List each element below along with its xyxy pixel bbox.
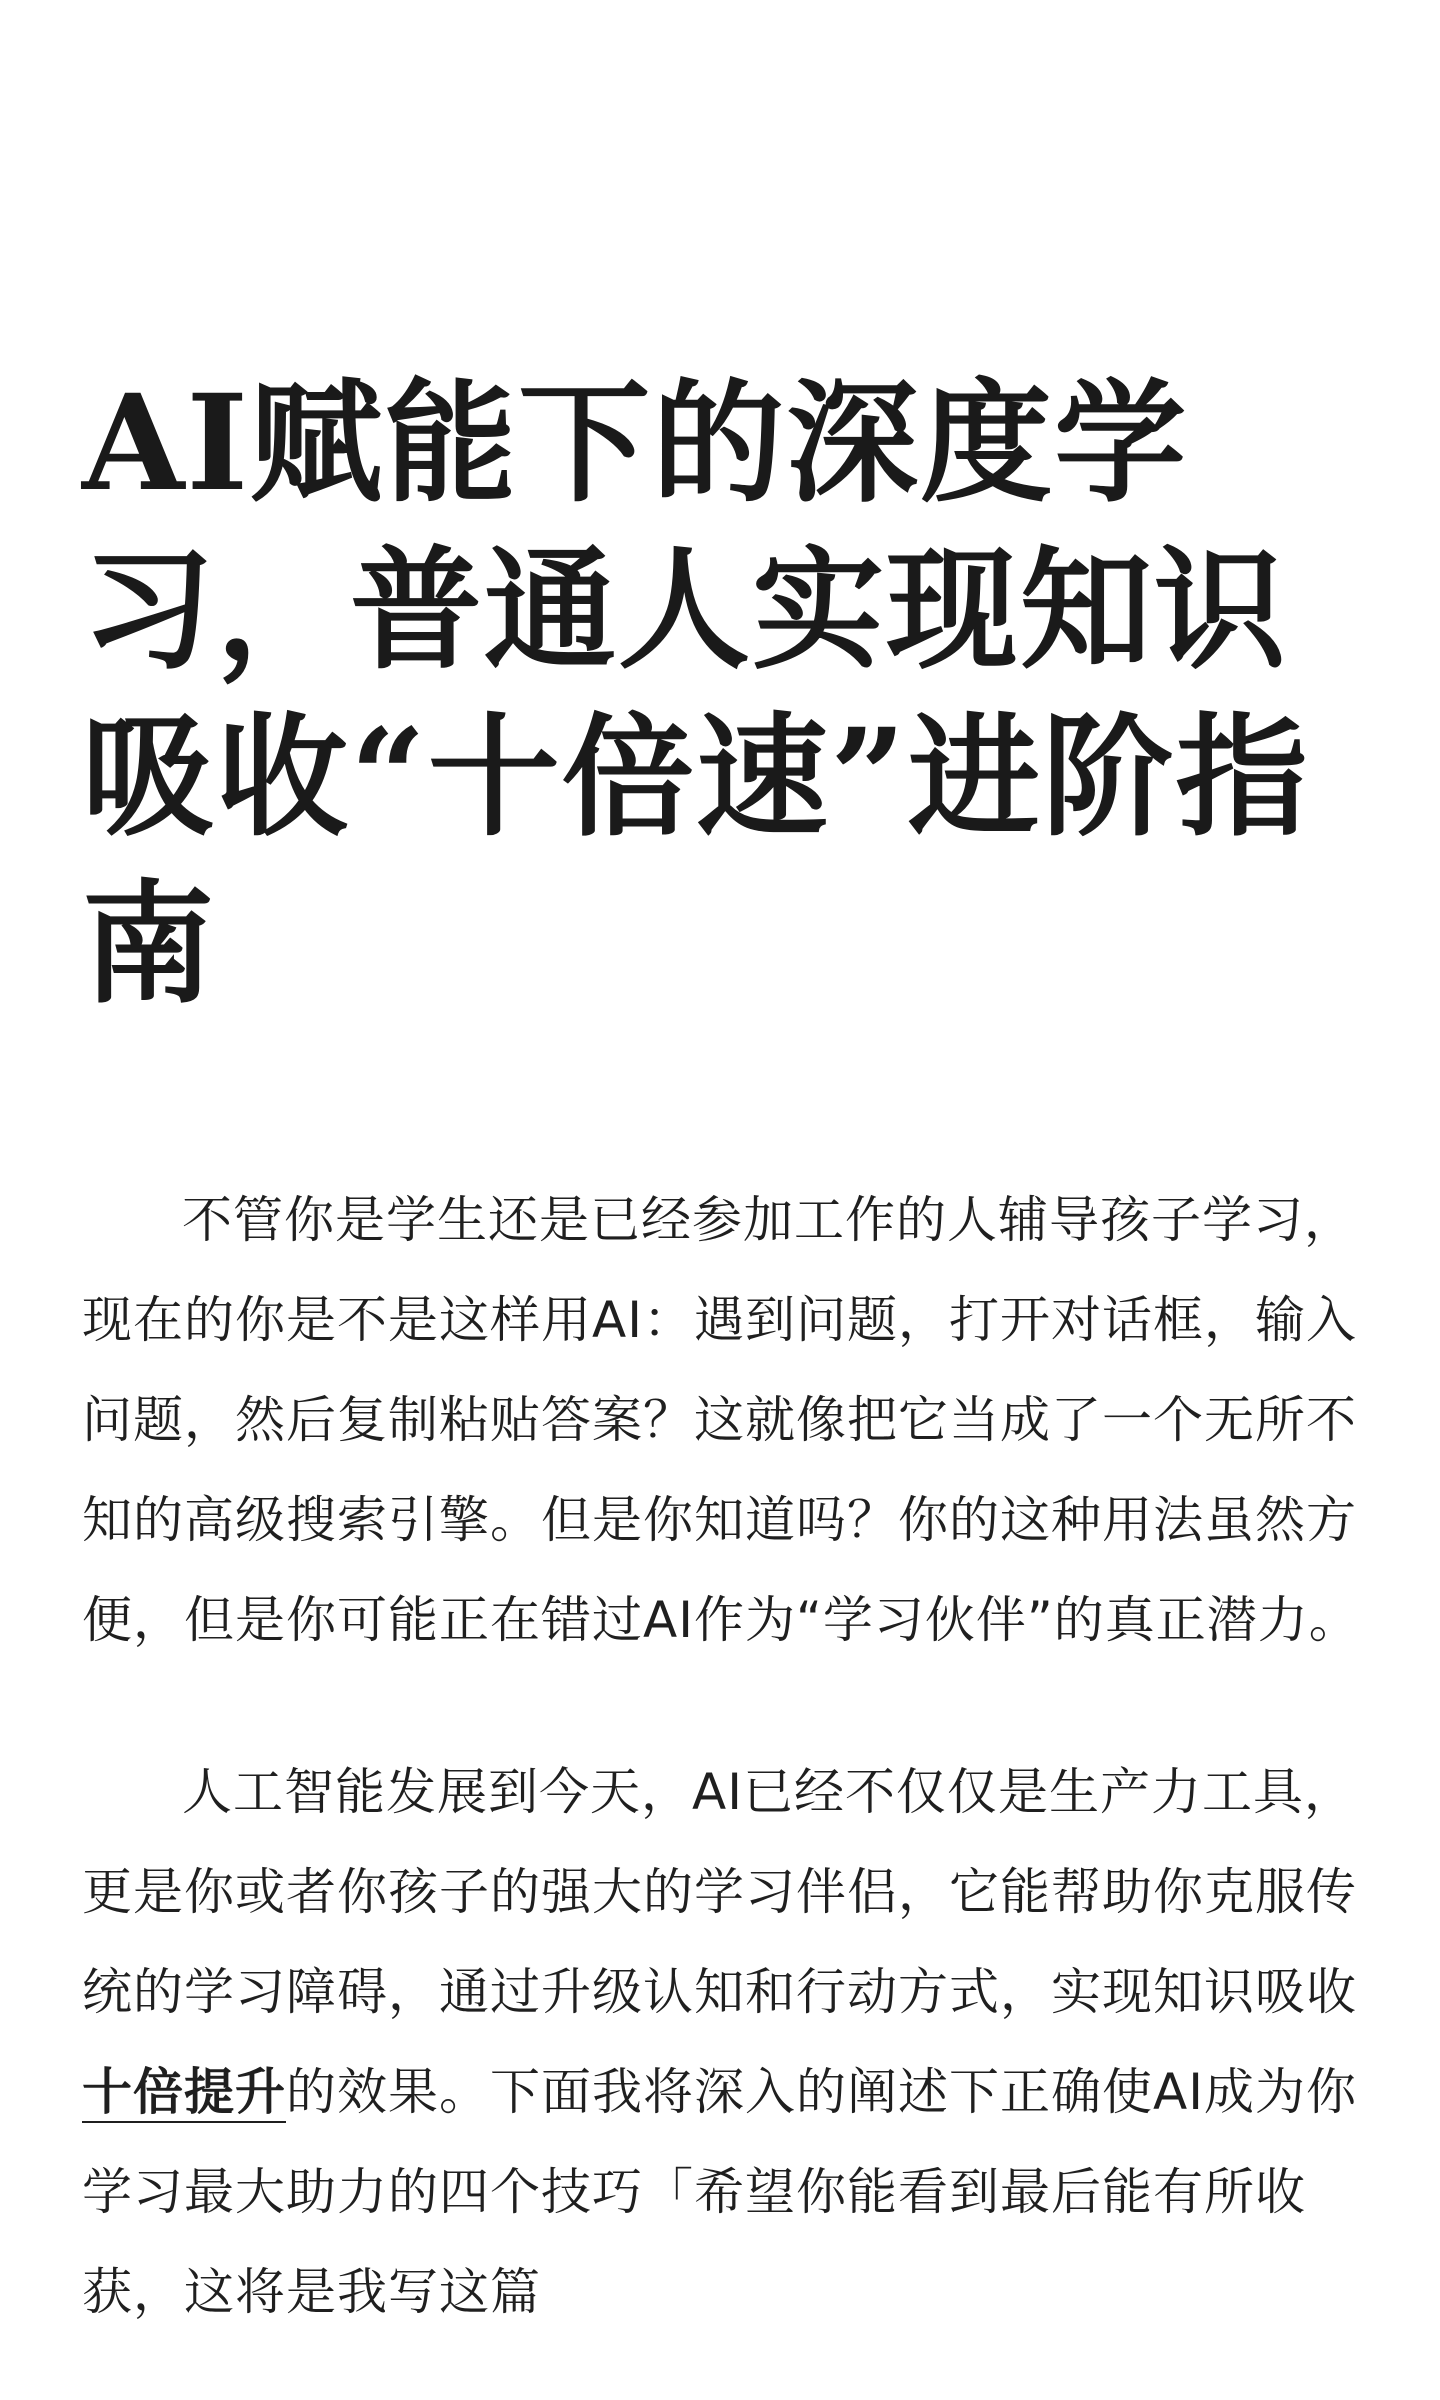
article-paragraph-1: 不管你是学生还是已经参加工作的人辅导孩子学习，现在的你是不是这样用AI：遇到问题，打开对话框，输入问题，然后复制粘贴答案？这就像把它当成了一个无所不知的高级搜索引擎。但是你知道吗？你的这种用法虽然方便，但是你可能正在错过AI作为“学习伙伴”的真正潜力。 bbox=[82, 1191, 1360, 1649]
paragraph-2-text-before: 人工智能发展到今天，AI已经不仅仅是生产力工具，更是你或者你孩子的强大的学习伴侣，它能帮助你克服传统的学习障碍，通过升级认知和行动方式，实现知识吸收 bbox=[82, 1763, 1357, 2021]
article bbox=[82, 360, 1372, 2342]
article-title: AI赋能下的深度学习，普通人实现知识吸收“十倍速”进阶指南 bbox=[82, 366, 1310, 1022]
article-paragraph-2 bbox=[82, 1742, 1372, 2342]
paragraph-2-text-after: 的效果。下面我将深入的阐述下正确使AI成为你学习最大助力的四个技巧「希望你能看到最后能有所收获，这将是我写这篇 bbox=[82, 2063, 1357, 2321]
highlight-text: 十倍提升 bbox=[82, 2063, 286, 2121]
